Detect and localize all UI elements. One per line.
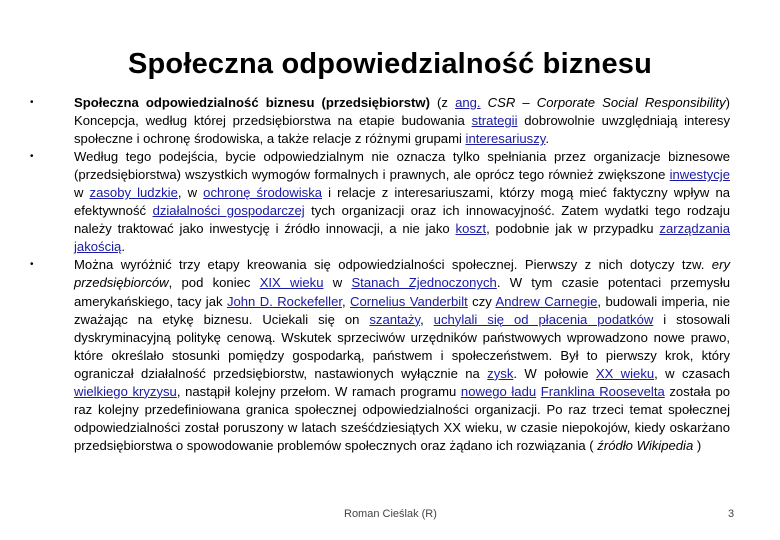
text-span: w (323, 275, 352, 291)
text-span: , w czasach (654, 365, 731, 381)
link-xix-wieku[interactable]: XIX wieku (259, 275, 324, 291)
link-nowy-lad[interactable]: nowego ładu (460, 383, 537, 399)
bullet-dot: • (30, 97, 34, 108)
text-span: . W połowie (513, 365, 596, 381)
link-rockefeller[interactable]: John D. Rockefeller (226, 293, 342, 309)
text-span: , pod koniec (168, 275, 260, 291)
text-span: tych organizacji oraz ich innowacyjność. Zatem wydatki tego rodzaju należy traktować jako inwestycję i źródło innowacji, a nie jako (74, 203, 730, 237)
link-roosevelt[interactable]: Franklina Roosevelta (540, 383, 665, 399)
link-zasoby-ludzkie[interactable]: zasoby ludzkie (89, 185, 178, 201)
text-span: , (420, 311, 434, 327)
link-zarzadzania-jakoscia[interactable]: zarządzania jakością (74, 221, 730, 255)
text-span: ) (693, 437, 702, 453)
text-span: . (121, 239, 125, 255)
bullet-item (30, 256, 730, 455)
text-span: , podobnie jak w przypadku (486, 221, 660, 237)
text-span: w (74, 185, 90, 201)
link-xx-wieku[interactable]: XX wieku (595, 365, 655, 381)
link-vanderbilt[interactable]: Cornelius Vanderbilt (350, 293, 468, 309)
link-carnegie[interactable]: Andrew Carnegie (495, 293, 598, 309)
text-span: , nastąpił kolejny przełom. W ramach programu (176, 383, 461, 399)
text-span: . (545, 131, 549, 147)
text-span: , budowali imperia, nie zważając na etykę biznesu. Uciekali się on (74, 293, 730, 327)
link-ang[interactable]: ang. (455, 95, 481, 110)
slide-body (30, 94, 730, 455)
link-wielki-kryzys[interactable]: wielkiego kryzysu (74, 383, 177, 399)
bullet-item (30, 94, 730, 148)
link-koszt[interactable]: koszt (455, 221, 487, 237)
link-uchylali-sie[interactable]: uchylali się od płacenia podatków (433, 311, 654, 327)
text-span: została po raz kolejny przedefiniowana granica społecznej odpowiedzialności organizacji. Po raz trzeci temat społecznej odpowiedzialności został poruszony w latach sześćdziesiątych XX wieku, w czasie niepokojów, kiedy oskarżano przedsiębiorstwa o spowodowanie problemów społecznych oraz żądano ich rozwiązania ( (74, 383, 731, 453)
link-strategii[interactable]: strategii (471, 113, 518, 129)
csr-italic: CSR – Corporate Social Responsibility (480, 95, 726, 110)
link-interesariuszy[interactable]: interesariuszy (465, 131, 546, 147)
bullet-item (30, 148, 730, 256)
text-span: i stosowali dyskryminacyjną politykę cenową. Wskutek sprzeciwów urzędników państwowych wprowadzono nowe prawo, które określało stosunki pomiędzy gospodarką, państwem i społeczeństwem. Był to pierwszy krok, który ograniczał działalność przedsiębiorstw, nastawionych wyłącznie na (74, 311, 730, 381)
link-ochrona-srodowiska[interactable]: ochronę środowiska (203, 185, 323, 201)
text-span: i relacje z interesariuszami, którzy mogą mieć faktyczny wpływ na efektywność (74, 185, 731, 219)
bullet-dot: • (30, 259, 34, 271)
term-bold: Społeczna odpowiedzialność biznesu (przedsiębiorstw) (74, 95, 430, 110)
link-zysk[interactable]: zysk (487, 365, 514, 381)
source-italic: źródło Wikipedia (597, 437, 694, 453)
text-span: Według tego podejścia, bycie odpowiedzialnym nie oznacza tylko spełniania przez organizacje biznesowe (przedsiębiorstwa) wszystkich wymogów formalnych i prawnych, ale oprócz tego również zwiększone (74, 149, 730, 183)
text-span: Można wyróżnić trzy etapy kreowania się odpowiedzialności społecznej. Pierwszy z nich dotyczy tzw. (74, 257, 712, 273)
link-inwestycje[interactable]: inwestycje (669, 167, 730, 183)
link-stany-zjednoczone[interactable]: Stanach Zjednoczonych (351, 275, 497, 291)
slide-title: Społeczna odpowiedzialność biznesu (127, 48, 653, 80)
text-span: . W tym czasie potentaci przemysłu amerykańskiego, tacy jak (74, 275, 731, 309)
text-span: dobrowolnie uwzględniają interesy społeczne i ochronę środowiska, a także relacje z różnymi grupami (74, 113, 730, 147)
link-dzialalnosci-gospodarczej[interactable]: działalności gospodarczej (152, 203, 305, 219)
text-span: , w (177, 185, 204, 201)
era-italic: ery przedsiębiorców (74, 257, 730, 291)
text-span: (z (429, 95, 456, 110)
bullet-dot: • (30, 151, 34, 163)
page-number: 3 (728, 508, 735, 520)
link-szantazy[interactable]: szantaży (369, 311, 421, 327)
footer-author: Roman Cieślak (R) (344, 508, 437, 520)
text-span: , (342, 293, 351, 309)
text-span: ) Koncepcja, według której przedsiębiorstwa na etapie budowania (74, 95, 730, 129)
text-span: czy (467, 293, 496, 309)
